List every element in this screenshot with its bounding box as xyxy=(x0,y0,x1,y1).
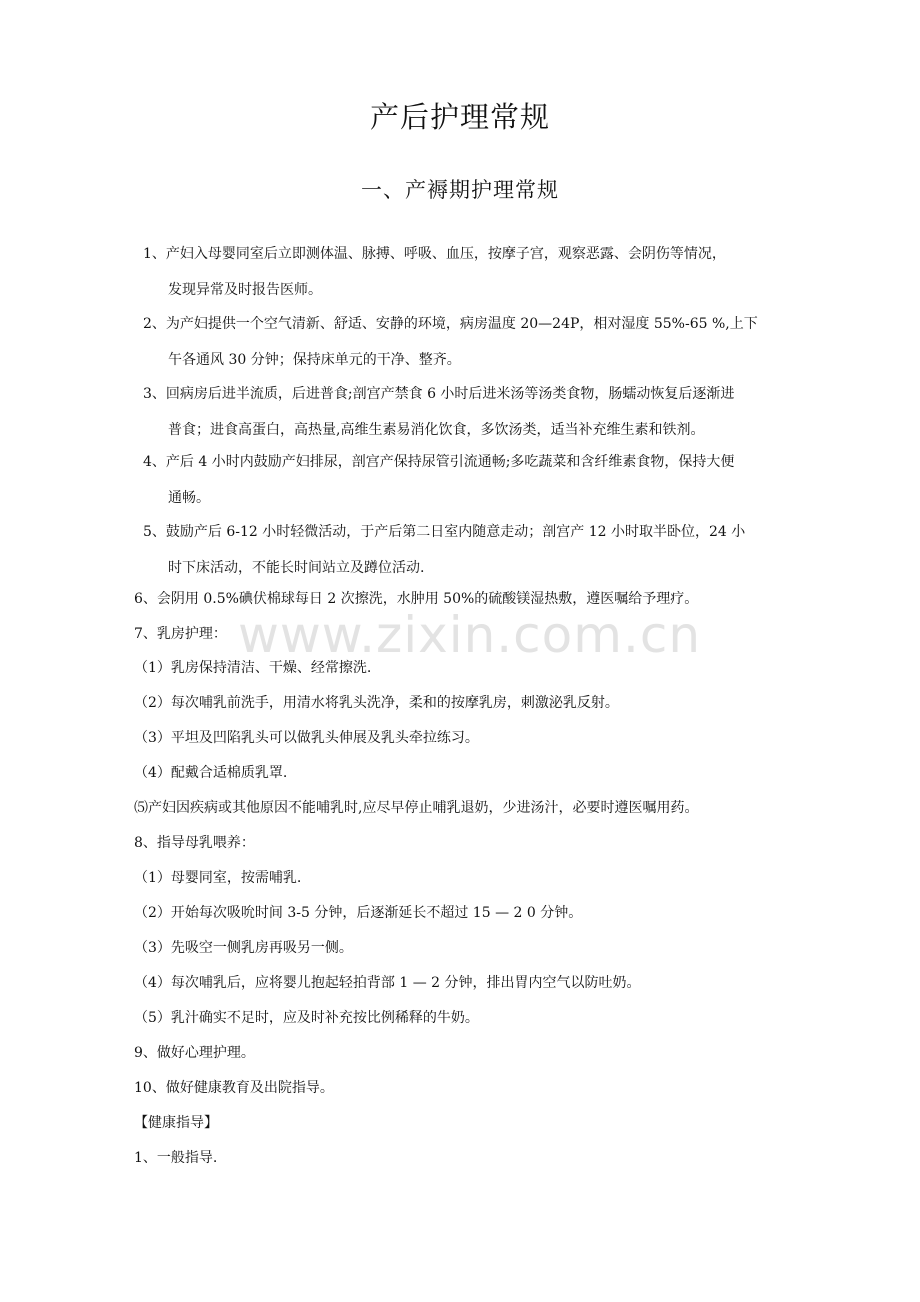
item-line: 4、产后 4 小时内鼓励产妇排尿，剖宫产保持尿管引流通畅;多吃蔬菜和含纤维素食物，保持大便 xyxy=(143,454,735,470)
section-heading-line: 8、指导母乳喂养： xyxy=(134,835,255,851)
body-line: （3）先吸空一侧乳房再吸另一侧。 xyxy=(134,940,353,956)
body-line: 9、做好心理护理。 xyxy=(134,1045,255,1061)
body-line: （2）开始每次吸吮时间 3-5 分钟，后逐渐延长不超过 15 — 2 0 分钟。 xyxy=(134,905,583,921)
body-line: （4）配戴合适棉质乳罩. xyxy=(134,765,288,781)
body-line: （2）每次哺乳前洗手，用清水将乳头洗净，柔和的按摩乳房，刺激泌乳反射。 xyxy=(134,695,619,711)
body-line: （4）每次哺乳后，应将婴儿抱起轻拍背部 1 — 2 分钟，排出胃内空气以防吐奶。 xyxy=(134,975,641,991)
item-line: 3、回病房后进半流质，后进普食;剖宫产禁食 6 小时后进米汤等汤类食物，肠蠕动恢复后逐渐进 xyxy=(143,386,735,402)
numbered-item xyxy=(143,444,793,516)
item-line-continued: 通畅。 xyxy=(168,490,210,506)
body-line: （1）母婴同室，按需哺乳. xyxy=(134,870,302,886)
item-line-continued: 午各通风 30 分钟；保持床单元的干净、整齐。 xyxy=(168,352,461,368)
document-title: 产后护理常规 xyxy=(369,100,550,134)
section-heading-line: 7、乳房护理： xyxy=(134,626,227,642)
item-line-continued: 普食；进食高蛋白，高热量,高维生素易消化饮食，多饮汤类，适当补充维生素和铁剂。 xyxy=(168,422,705,438)
item-line-continued: 发现异常及时报告医师。 xyxy=(168,282,322,298)
body-line: 10、做好健康教育及出院指导。 xyxy=(134,1080,334,1096)
item-line: 5、鼓励产后 6-12 小时轻微活动，于产后第二日室内随意走动；剖宫产 12 小时取半卧位，24 小 xyxy=(143,524,746,540)
section-title: 一、产褥期护理常规 xyxy=(361,178,559,202)
body-line: 6、会阴用 0.5%碘伏棉球每日 2 次擦洗，水肿用 50%的硫酸镁湿热敷，遵医嘱给予理疗。 xyxy=(134,591,699,607)
item-line: 1、产妇入母婴同室后立即测体温、脉搏、呼吸、血压，按摩子宫，观察恶露、会阴伤等情况， xyxy=(143,246,726,262)
item-line: 2、为产妇提供一个空气清新、舒适、安静的环境，病房温度 20—24P，相对湿度 55%-65 %,上下 xyxy=(143,316,758,332)
body-line: （5）乳汁确实不足时，应及时补充按比例稀释的牛奶。 xyxy=(134,1010,479,1026)
body-line: ⑸产妇因疾病或其他原因不能哺乳时,应尽早停止哺乳退奶，少进汤汁，必要时遵医嘱用药。 xyxy=(134,800,699,816)
numbered-item xyxy=(143,236,793,308)
watermark: www.zixin.com.cn xyxy=(238,606,702,664)
body-line: 1、一般指导. xyxy=(134,1150,218,1166)
body-line: （1）乳房保持清洁、干燥、经常擦洗. xyxy=(134,660,372,676)
item-line-continued: 时下床活动，不能长时间站立及蹲位活动. xyxy=(168,560,425,576)
numbered-item xyxy=(143,306,793,378)
body-line: （3）平坦及凹陷乳头可以做乳头伸展及乳头牵拉练习。 xyxy=(134,730,479,746)
bracket-heading: 【健康指导】 xyxy=(134,1115,218,1131)
numbered-item xyxy=(143,376,793,448)
numbered-item xyxy=(143,514,793,586)
